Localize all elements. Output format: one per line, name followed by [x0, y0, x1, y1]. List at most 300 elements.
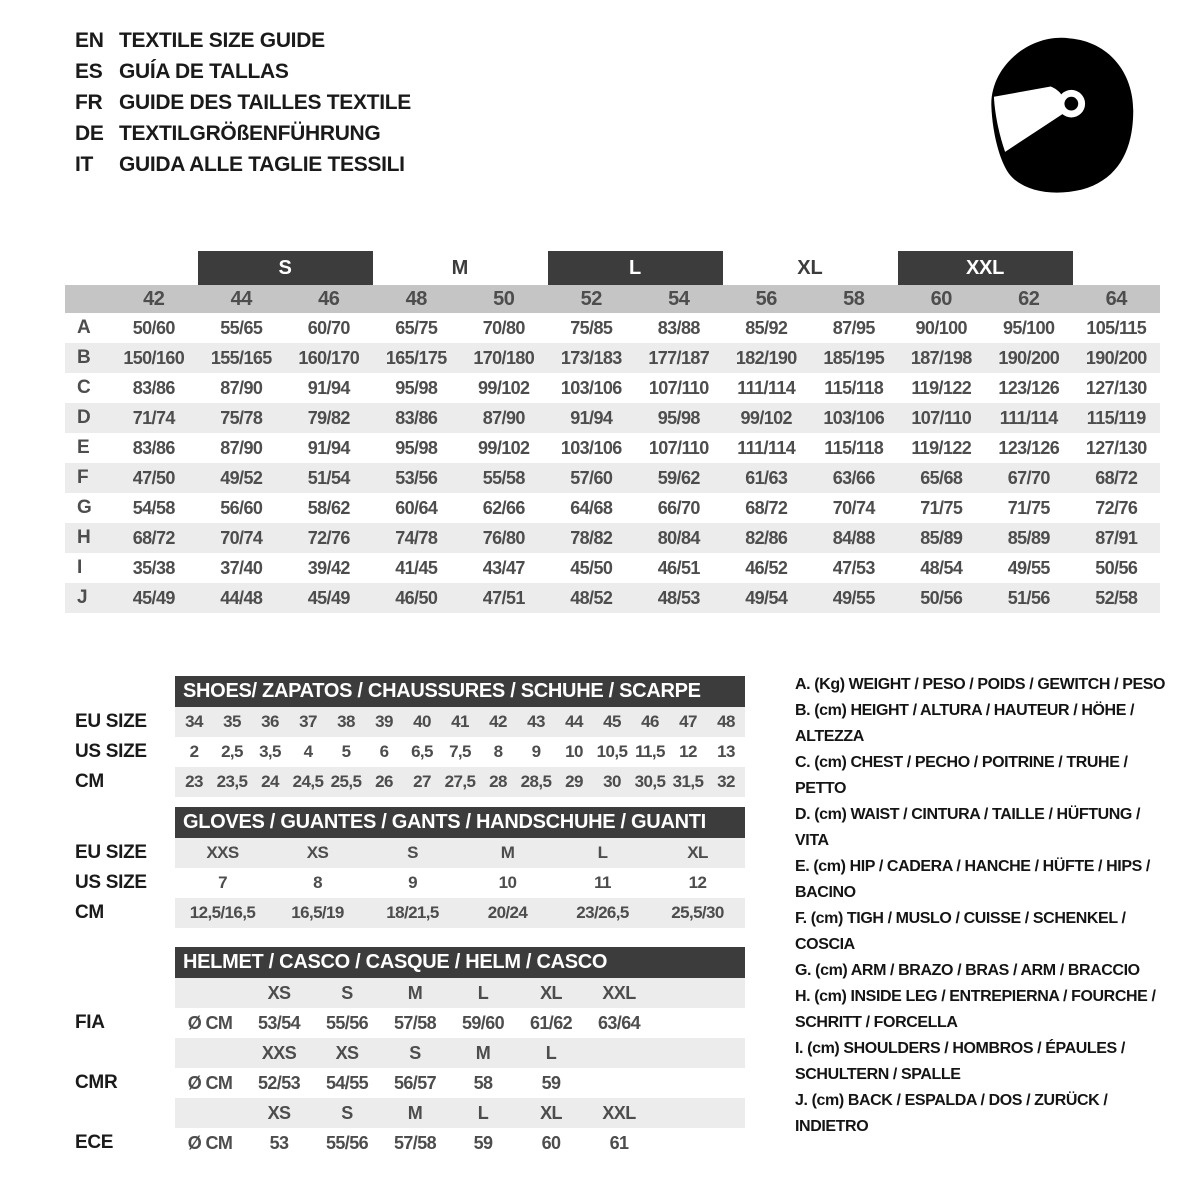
numeric-size-label: 54 — [668, 287, 690, 310]
cmr-sizes-row — [65, 1038, 745, 1068]
fia-size-label: XXL — [602, 982, 636, 1003]
measurement-value: 37/40 — [220, 557, 263, 578]
measurement-value: 62/66 — [482, 497, 525, 518]
language-title-list — [75, 30, 411, 176]
ece-cm-value: 53 — [269, 1132, 289, 1153]
measurement-value: 72/76 — [307, 527, 350, 548]
shoe-cm-size: 27,5 — [444, 772, 476, 791]
language-row — [75, 30, 411, 52]
size-group-xl: XL — [797, 256, 823, 279]
measurement-value: 75/85 — [570, 317, 613, 338]
measurement-value: 107/110 — [648, 377, 709, 398]
shoe-cm-size: 23,5 — [216, 772, 248, 791]
shoe-eu-size: 36 — [261, 712, 279, 731]
shoe-eu-size: 35 — [223, 712, 241, 731]
shoe-eu-size: 40 — [413, 712, 431, 731]
guide-title: TEXTILE SIZE GUIDE — [119, 29, 325, 52]
standard-label: ECE — [75, 1132, 114, 1153]
cmr-size-label: L — [545, 1042, 557, 1063]
cmr-size-label: XS — [335, 1042, 359, 1063]
measurement-letter: J — [77, 587, 88, 608]
measurement-value: 95/98 — [395, 377, 438, 398]
measurement-value: 99/102 — [478, 377, 530, 398]
fia-size-label: S — [341, 982, 353, 1003]
row-label: US SIZE — [75, 872, 147, 893]
measurement-row-b — [65, 343, 1160, 373]
shoe-us-size: 12 — [679, 742, 697, 761]
measurement-value: 87/91 — [1095, 527, 1138, 548]
measurement-value: 173/183 — [560, 347, 622, 368]
shoe-us-size: 4 — [303, 742, 313, 761]
measurement-value: 52/58 — [1095, 587, 1138, 608]
shoe-eu-size: 39 — [375, 712, 393, 731]
ece-cm-value: 61 — [609, 1132, 629, 1153]
measurement-letter: C — [77, 377, 91, 398]
shoe-cm-size: 32 — [717, 772, 735, 791]
measurement-value: 91/94 — [570, 407, 613, 428]
glove-cm-size: 12,5/16,5 — [189, 903, 256, 922]
measurement-value: 60/70 — [307, 317, 350, 338]
numeric-size-label: 42 — [143, 287, 165, 310]
glove-eu-size: XXS — [206, 843, 239, 862]
glove-eu-size: XL — [687, 843, 708, 862]
shoe-cm-size: 27 — [413, 772, 431, 791]
measurement-value: 49/54 — [745, 587, 788, 608]
measurement-row-h — [65, 523, 1160, 553]
measurement-row-j — [65, 583, 1160, 613]
glove-cm-size: 20/24 — [487, 903, 528, 922]
textile-size-table — [65, 251, 1160, 613]
measurement-value: 87/90 — [220, 377, 263, 398]
racing-helmet-icon — [975, 28, 1147, 200]
shoes-size-table — [65, 676, 745, 797]
measurement-value: 79/82 — [307, 407, 350, 428]
numeric-size-label: 58 — [843, 287, 865, 310]
measurement-value: 85/89 — [920, 527, 963, 548]
measurement-value: 44/48 — [220, 587, 263, 608]
measurement-value: 71/74 — [132, 407, 175, 428]
measurement-value: 61/63 — [745, 467, 788, 488]
shoe-eu-size: 41 — [451, 712, 469, 731]
fia-cm-value: 63/64 — [597, 1012, 641, 1033]
measurement-letter: E — [77, 437, 90, 458]
cmr-size-label: M — [475, 1042, 491, 1063]
measurement-value: 49/55 — [1007, 557, 1050, 578]
cmr-cm-value: 59 — [541, 1072, 561, 1093]
guide-title: TEXTILGRÖßENFÜHRUNG — [119, 122, 381, 145]
shoe-cm-size: 26 — [375, 772, 393, 791]
measurement-value: 59/62 — [657, 467, 700, 488]
size-group-m: M — [451, 256, 469, 279]
legend-item: D. (cm) WAIST / CINTURA / TAILLE / HÜFTUNG / VITA — [795, 806, 1141, 849]
ece-size-label: L — [477, 1102, 489, 1123]
ece-size-label: XS — [267, 1102, 291, 1123]
standard-label: CMR — [75, 1072, 118, 1093]
fia-cm-value: 53/54 — [257, 1012, 301, 1033]
measurement-value: 64/68 — [570, 497, 613, 518]
shoe-us-size: 5 — [341, 742, 351, 761]
measurement-value: 75/78 — [220, 407, 263, 428]
measurement-value: 39/42 — [307, 557, 350, 578]
measurement-value: 60/64 — [395, 497, 438, 518]
numeric-size-label: 56 — [755, 287, 777, 310]
measurement-value: 87/90 — [482, 407, 525, 428]
shoe-cm-size: 30,5 — [634, 772, 666, 791]
measurement-value: 50/56 — [1095, 557, 1138, 578]
measurement-value: 65/68 — [920, 467, 963, 488]
ece-cm-value: 60 — [541, 1132, 561, 1153]
measurement-row-a — [65, 313, 1160, 343]
measurement-value: 70/74 — [832, 497, 875, 518]
legend-item: E. (cm) HIP / CADERA / HANCHE / HÜFTE / HIPS / BACINO — [795, 858, 1150, 901]
ece-cm-value: 57/58 — [393, 1132, 437, 1153]
shoe-eu-size: 38 — [337, 712, 355, 731]
shoe-eu-size: 42 — [489, 712, 507, 731]
measurement-value: 68/72 — [745, 497, 788, 518]
measurement-row-c — [65, 373, 1160, 403]
measurement-value: 105/115 — [1086, 317, 1147, 338]
measurement-value: 72/76 — [1095, 497, 1138, 518]
measurement-letter: G — [77, 497, 92, 518]
size-group-xxl: XXL — [898, 251, 1073, 285]
measurement-row-d — [65, 403, 1160, 433]
glove-eu-size: M — [500, 843, 515, 862]
measurement-value: 99/102 — [478, 437, 530, 458]
language-row — [75, 154, 411, 176]
numeric-size-header-row — [65, 285, 1160, 313]
glove-cm-size: 18/21,5 — [386, 903, 439, 922]
glove-us-size: 9 — [408, 873, 417, 892]
shoes-us-size-row — [65, 737, 745, 767]
shoe-eu-size: 34 — [185, 712, 203, 731]
cmr-cm-value: 52/53 — [257, 1072, 301, 1093]
language-row — [75, 123, 411, 145]
measurement-value: 165/175 — [385, 347, 447, 368]
measurement-row-e — [65, 433, 1160, 463]
ece-cm-value: 59 — [473, 1132, 493, 1153]
measurement-value: 80/84 — [657, 527, 700, 548]
measurement-row-g — [65, 493, 1160, 523]
measurement-value: 160/170 — [298, 347, 360, 368]
shoe-us-size: 10,5 — [596, 742, 628, 761]
measurement-value: 45/49 — [307, 587, 350, 608]
glove-eu-size: L — [597, 843, 608, 862]
measurement-value: 41/45 — [395, 557, 438, 578]
numeric-size-label: 52 — [580, 287, 602, 310]
measurement-value: 115/119 — [1086, 407, 1146, 428]
gloves-size-table — [65, 807, 745, 928]
measurement-row-f — [65, 463, 1160, 493]
diameter-unit-label: Ø CM — [187, 1012, 233, 1033]
fia-cm-value: 61/62 — [529, 1012, 573, 1033]
measurement-value: 99/102 — [740, 407, 792, 428]
measurement-value: 35/38 — [132, 557, 175, 578]
measurement-value: 70/74 — [220, 527, 263, 548]
glove-us-size: 8 — [313, 873, 322, 892]
measurement-value: 115/118 — [824, 377, 884, 398]
fia-size-label: XL — [540, 982, 562, 1003]
diameter-unit-label: Ø CM — [187, 1072, 233, 1093]
cmr-cm-value: 58 — [473, 1072, 493, 1093]
measurement-value: 91/94 — [307, 377, 350, 398]
legend-item: I. (cm) SHOULDERS / HOMBROS / ÉPAULES / SCHULTERN / SPALLE — [795, 1040, 1125, 1083]
shoe-cm-size: 23 — [185, 772, 203, 791]
measurement-value: 84/88 — [832, 527, 875, 548]
glove-us-size: 12 — [688, 873, 707, 892]
letter-size-header-row — [65, 251, 1160, 285]
ece-size-label: M — [407, 1102, 423, 1123]
measurement-value: 107/110 — [911, 407, 972, 428]
measurement-value: 127/130 — [1085, 377, 1147, 398]
fia-cm-value: 57/58 — [393, 1012, 437, 1033]
ece-size-label: XXL — [602, 1102, 636, 1123]
fia-size-label: L — [477, 982, 489, 1003]
shoe-eu-size: 45 — [603, 712, 621, 731]
measurement-value: 85/89 — [1007, 527, 1050, 548]
glove-us-size: 7 — [218, 873, 227, 892]
legend-item: A. (Kg) WEIGHT / PESO / POIDS / GEWITCH / PESO — [795, 676, 1166, 693]
numeric-size-label: 44 — [230, 287, 252, 310]
gloves-table-title: GLOVES / GUANTES / GANTS / HANDSCHUHE / GUANTI — [175, 807, 745, 838]
measurement-value: 49/52 — [220, 467, 263, 488]
measurement-value: 55/58 — [482, 467, 525, 488]
standard-label: FIA — [75, 1012, 105, 1033]
measurement-value: 115/118 — [824, 437, 884, 458]
measurement-value: 111/114 — [737, 437, 796, 458]
measurement-value: 63/66 — [832, 467, 875, 488]
gloves-us-size-row — [65, 868, 745, 898]
measurement-value: 74/78 — [395, 527, 438, 548]
shoe-us-size: 11,5 — [635, 742, 665, 761]
measurement-value: 95/100 — [1003, 317, 1055, 338]
measurement-value: 83/86 — [132, 377, 175, 398]
measurement-letter: B — [77, 347, 91, 368]
measurement-value: 182/190 — [735, 347, 797, 368]
cmr-values-row — [65, 1068, 745, 1098]
fia-cm-value: 55/56 — [325, 1012, 369, 1033]
measurement-value: 103/106 — [560, 437, 622, 458]
measurement-rows — [65, 313, 1160, 613]
shoe-cm-size: 30 — [603, 772, 621, 791]
ece-values-row — [65, 1128, 745, 1158]
measurement-value: 83/86 — [395, 407, 438, 428]
shoe-us-size: 13 — [717, 742, 735, 761]
measurement-value: 48/53 — [657, 587, 700, 608]
ece-size-label: S — [341, 1102, 353, 1123]
language-code: DE — [75, 122, 104, 145]
measurement-value: 56/60 — [220, 497, 263, 518]
measurement-value: 85/92 — [745, 317, 788, 338]
legend-item: B. (cm) HEIGHT / ALTURA / HAUTEUR / HÖHE / ALTEZZA — [795, 702, 1135, 745]
shoe-us-size: 3,5 — [259, 742, 281, 761]
measurement-value: 51/56 — [1007, 587, 1050, 608]
shoes-cm-row — [65, 767, 745, 797]
measurement-value: 58/62 — [307, 497, 350, 518]
measurement-value: 48/54 — [920, 557, 963, 578]
row-label: EU SIZE — [75, 711, 147, 732]
cmr-size-label: XXS — [261, 1042, 297, 1063]
measurement-value: 55/65 — [220, 317, 263, 338]
size-group-l: L — [548, 251, 723, 285]
helmet-size-table — [65, 947, 745, 1158]
glove-cm-size: 16,5/19 — [291, 903, 344, 922]
ece-size-label: XL — [540, 1102, 562, 1123]
measurement-value: 46/51 — [657, 557, 700, 578]
shoe-us-size: 6 — [379, 742, 389, 761]
gloves-cm-row — [65, 898, 745, 928]
measurement-value: 66/70 — [657, 497, 700, 518]
measurement-value: 155/165 — [210, 347, 272, 368]
numeric-size-label: 48 — [405, 287, 427, 310]
measurement-value: 45/50 — [570, 557, 613, 578]
shoe-cm-size: 24,5 — [292, 772, 324, 791]
measurement-value: 91/94 — [307, 437, 350, 458]
measurement-row-i — [65, 553, 1160, 583]
glove-eu-size: XS — [306, 843, 329, 862]
glove-cm-size: 23/26,5 — [576, 903, 629, 922]
measurement-value: 190/200 — [998, 347, 1060, 368]
measurement-value: 53/56 — [395, 467, 438, 488]
language-code: IT — [75, 153, 94, 176]
measurement-value: 51/54 — [307, 467, 350, 488]
shoes-eu-size-row — [65, 707, 745, 737]
measurement-value: 67/70 — [1007, 467, 1050, 488]
shoe-eu-size: 46 — [641, 712, 659, 731]
measurement-value: 50/60 — [132, 317, 175, 338]
measurement-value: 111/114 — [999, 407, 1058, 428]
measurement-value: 70/80 — [482, 317, 525, 338]
measurement-value: 50/56 — [920, 587, 963, 608]
measurement-value: 95/98 — [395, 437, 438, 458]
language-row — [75, 61, 411, 83]
numeric-size-label: 62 — [1018, 287, 1040, 310]
legend-item: J. (cm) BACK / ESPALDA / DOS / ZURÜCK / INDIETRO — [795, 1092, 1108, 1135]
shoe-us-size: 10 — [565, 742, 583, 761]
guide-title: GUIDA ALLE TAGLIE TESSILI — [119, 153, 405, 176]
shoe-eu-size: 48 — [717, 712, 735, 731]
numeric-size-label: 50 — [493, 287, 515, 310]
measurement-legend — [795, 672, 1167, 1140]
legend-item: C. (cm) CHEST / PECHO / POITRINE / TRUHE / PETTO — [795, 754, 1128, 797]
measurement-value: 123/126 — [998, 437, 1060, 458]
measurement-value: 150/160 — [123, 347, 185, 368]
row-label: CM — [75, 771, 104, 792]
legend-item: F. (cm) TIGH / MUSLO / CUISSE / SCHENKEL / COSCIA — [795, 910, 1126, 953]
measurement-value: 123/126 — [998, 377, 1060, 398]
shoe-cm-size: 24 — [261, 772, 279, 791]
shoe-cm-size: 28,5 — [520, 772, 552, 791]
shoe-eu-size: 44 — [565, 712, 583, 731]
measurement-letter: H — [77, 527, 91, 548]
glove-eu-size: S — [407, 843, 418, 862]
measurement-value: 82/86 — [745, 527, 788, 548]
shoe-eu-size: 37 — [299, 712, 317, 731]
measurement-value: 83/88 — [657, 317, 700, 338]
measurement-value: 83/86 — [132, 437, 175, 458]
shoe-us-size: 9 — [531, 742, 541, 761]
measurement-value: 103/106 — [560, 377, 622, 398]
shoe-us-size: 7,5 — [449, 742, 471, 761]
language-code: FR — [75, 91, 103, 114]
measurement-value: 71/75 — [1007, 497, 1050, 518]
measurement-value: 48/52 — [570, 587, 613, 608]
measurement-value: 47/53 — [832, 557, 875, 578]
measurement-value: 65/75 — [395, 317, 438, 338]
measurement-letter: A — [77, 317, 91, 338]
measurement-value: 78/82 — [570, 527, 613, 548]
guide-title: GUIDE DES TAILLES TEXTILE — [119, 91, 411, 114]
shoe-eu-size: 43 — [527, 712, 545, 731]
measurement-value: 119/122 — [911, 437, 972, 458]
cmr-cm-value: 56/57 — [393, 1072, 437, 1093]
measurement-value: 187/198 — [910, 347, 972, 368]
shoe-us-size: 6,5 — [411, 742, 433, 761]
fia-size-label: XS — [267, 982, 291, 1003]
measurement-letter: I — [77, 557, 83, 578]
guide-title: GUÍA DE TALLAS — [119, 60, 289, 83]
measurement-value: 127/130 — [1085, 437, 1147, 458]
measurement-value: 107/110 — [648, 437, 709, 458]
row-label: CM — [75, 902, 104, 923]
shoe-us-size: 2 — [189, 742, 199, 761]
measurement-value: 95/98 — [657, 407, 700, 428]
numeric-size-label: 64 — [1105, 287, 1127, 310]
fia-sizes-row — [65, 978, 745, 1008]
glove-us-size: 11 — [594, 873, 611, 892]
measurement-value: 87/95 — [832, 317, 875, 338]
legend-item: H. (cm) INSIDE LEG / ENTREPIERNA / FOURCHE / SCHRITT / FORCELLA — [795, 988, 1156, 1031]
language-row — [75, 92, 411, 114]
measurement-value: 103/106 — [823, 407, 885, 428]
measurement-value: 87/90 — [220, 437, 263, 458]
fia-values-row — [65, 1008, 745, 1038]
fia-cm-value: 59/60 — [461, 1012, 505, 1033]
shoe-us-size: 8 — [493, 742, 503, 761]
measurement-value: 54/58 — [132, 497, 175, 518]
measurement-value: 68/72 — [1095, 467, 1138, 488]
fia-size-label: M — [407, 982, 423, 1003]
measurement-letter: F — [77, 467, 89, 488]
measurement-value: 90/100 — [915, 317, 967, 338]
measurement-value: 47/50 — [132, 467, 175, 488]
shoes-table-title: SHOES/ ZAPATOS / CHAUSSURES / SCHUHE / SCARPE — [175, 676, 745, 707]
language-code: ES — [75, 60, 103, 83]
shoe-eu-size: 47 — [679, 712, 697, 731]
measurement-value: 47/51 — [482, 587, 525, 608]
measurement-value: 185/195 — [823, 347, 885, 368]
measurement-value: 46/52 — [745, 557, 788, 578]
measurement-value: 43/47 — [482, 557, 525, 578]
size-group-s: S — [198, 251, 373, 285]
row-label: EU SIZE — [75, 842, 147, 863]
shoe-cm-size: 29 — [565, 772, 583, 791]
ece-sizes-row — [65, 1098, 745, 1128]
glove-us-size: 10 — [498, 873, 517, 892]
cmr-size-label: S — [409, 1042, 421, 1063]
numeric-size-label: 60 — [930, 287, 952, 310]
measurement-value: 57/60 — [570, 467, 613, 488]
ece-cm-value: 55/56 — [325, 1132, 369, 1153]
shoe-cm-size: 28 — [489, 772, 507, 791]
shoe-cm-size: 31,5 — [672, 772, 704, 791]
measurement-value: 111/114 — [737, 377, 796, 398]
diameter-unit-label: Ø CM — [187, 1132, 233, 1153]
language-code: EN — [75, 29, 104, 52]
measurement-value: 45/49 — [132, 587, 175, 608]
measurement-value: 177/187 — [648, 347, 710, 368]
measurement-value: 71/75 — [920, 497, 963, 518]
helmet-table-title: HELMET / CASCO / CASQUE / HELM / CASCO — [175, 947, 745, 978]
